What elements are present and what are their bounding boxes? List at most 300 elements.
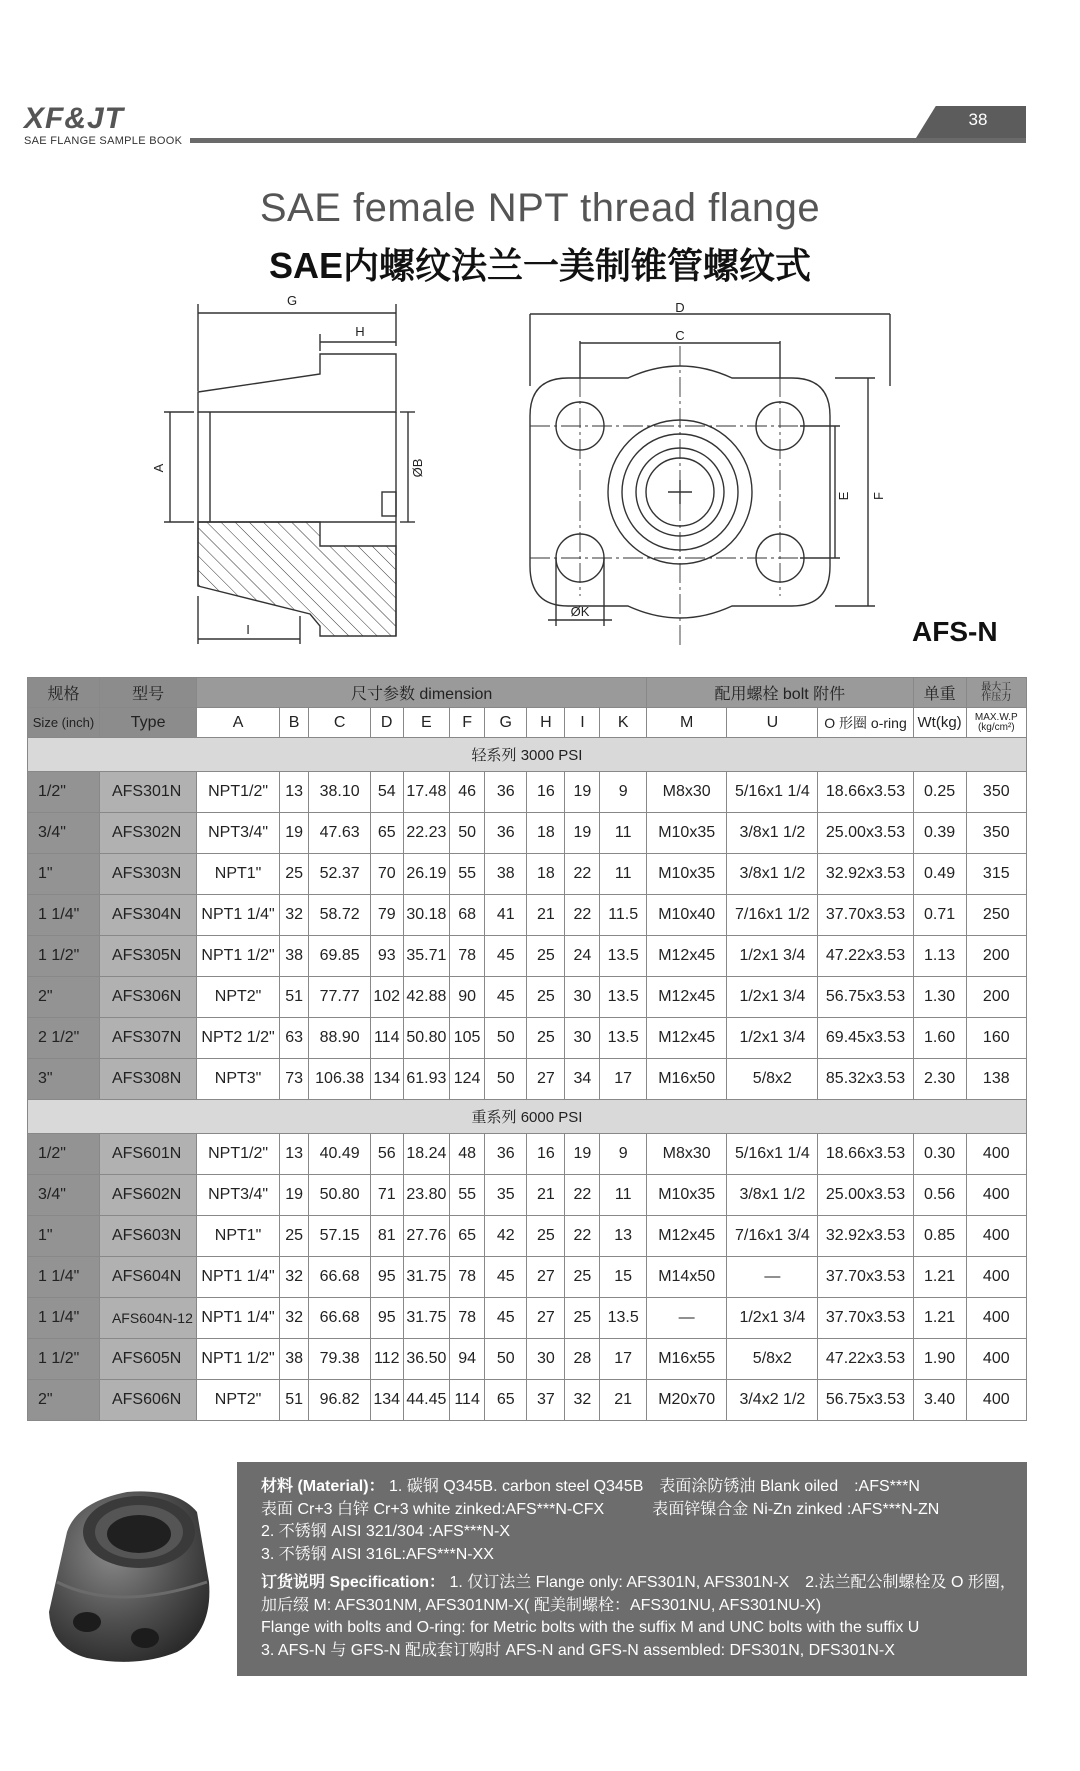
table-cell: 56.75x3.53 bbox=[818, 977, 913, 1018]
table-cell: 79 bbox=[370, 895, 403, 936]
table-cell: 36 bbox=[485, 1134, 527, 1175]
table-cell: 30 bbox=[527, 1339, 565, 1380]
table-cell: 50.80 bbox=[403, 1018, 450, 1059]
table-cell: 0.30 bbox=[913, 1134, 966, 1175]
table-cell: NPT3/4" bbox=[197, 813, 280, 854]
table-cell: 18.66x3.53 bbox=[818, 1134, 913, 1175]
table-cell: 94 bbox=[450, 1339, 485, 1380]
table-cell: 18 bbox=[527, 813, 565, 854]
table-cell: 27 bbox=[527, 1257, 565, 1298]
label-g: G bbox=[286, 296, 298, 308]
th-maxwp-line2: (kg/cm²) bbox=[977, 721, 1015, 733]
table-cell: 1.21 bbox=[913, 1298, 966, 1339]
side-view bbox=[164, 304, 415, 644]
label-d: D bbox=[675, 300, 685, 315]
cell-size: 3/4" bbox=[28, 1175, 100, 1216]
table-cell: M20x70 bbox=[646, 1380, 726, 1421]
cell-type: AFS306N bbox=[99, 977, 196, 1018]
table-cell: 18.66x3.53 bbox=[818, 772, 913, 813]
table-cell: 24 bbox=[565, 936, 600, 977]
order-line-1: 订货说明 Specification： 1. 仅订法兰 Flange only: AFS301N, AFS301N-X 2.法兰配公制螺栓及 O 形圈， bbox=[261, 1574, 1016, 1591]
th-dimension: 尺寸参数 dimension bbox=[197, 678, 647, 708]
table-cell: 1.90 bbox=[913, 1339, 966, 1380]
table-cell: 32.92x3.53 bbox=[818, 854, 913, 895]
table-cell: 22 bbox=[565, 895, 600, 936]
table-cell: 46 bbox=[450, 772, 485, 813]
material-line-3: 2. 不锈钢 AISI 321/304 :AFS***N-X bbox=[261, 1523, 510, 1540]
table-cell: NPT3/4" bbox=[197, 1175, 280, 1216]
table-row bbox=[28, 1134, 1027, 1175]
table-cell: 54 bbox=[370, 772, 403, 813]
table-cell: 124 bbox=[450, 1059, 485, 1100]
cell-type: AFS603N bbox=[99, 1216, 196, 1257]
table-cell: 78 bbox=[450, 1298, 485, 1339]
table-cell: 350 bbox=[966, 772, 1026, 813]
cell-type: AFS307N bbox=[99, 1018, 196, 1059]
table-cell: 315 bbox=[966, 854, 1026, 895]
section-heavy-row bbox=[28, 1100, 1027, 1134]
table-cell: 25.00x3.53 bbox=[818, 813, 913, 854]
th-a: A bbox=[197, 708, 280, 738]
cell-size: 1 1/4" bbox=[28, 1298, 100, 1339]
table-cell: 88.90 bbox=[309, 1018, 370, 1059]
table-cell: NPT1" bbox=[197, 854, 280, 895]
table-cell: 0.85 bbox=[913, 1216, 966, 1257]
table-cell: 47.22x3.53 bbox=[818, 936, 913, 977]
table-row bbox=[28, 1059, 1027, 1100]
th-c: C bbox=[309, 708, 370, 738]
label-b: ØB bbox=[410, 458, 425, 478]
table-cell: 23.80 bbox=[403, 1175, 450, 1216]
table-cell: — bbox=[727, 1257, 818, 1298]
material-label: 材料 (Material)： bbox=[261, 1478, 385, 1495]
table-cell: 41 bbox=[485, 895, 527, 936]
th-maxwp bbox=[966, 708, 1026, 738]
table-cell: 3.40 bbox=[913, 1380, 966, 1421]
table-cell: 79.38 bbox=[309, 1339, 370, 1380]
label-h: H bbox=[355, 324, 365, 339]
table-cell: 52.37 bbox=[309, 854, 370, 895]
table-cell: 32 bbox=[279, 895, 309, 936]
table-cell: 400 bbox=[966, 1216, 1026, 1257]
table-cell: 400 bbox=[966, 1298, 1026, 1339]
table-cell: 112 bbox=[370, 1339, 403, 1380]
table-cell: 69.45x3.53 bbox=[818, 1018, 913, 1059]
table-cell: 400 bbox=[966, 1339, 1026, 1380]
table-row bbox=[28, 772, 1027, 813]
label-a: A bbox=[151, 463, 166, 473]
table-row bbox=[28, 1257, 1027, 1298]
table-cell: M8x30 bbox=[646, 772, 726, 813]
table-cell: 37.70x3.53 bbox=[818, 1298, 913, 1339]
table-cell: 78 bbox=[450, 936, 485, 977]
table-cell: 81 bbox=[370, 1216, 403, 1257]
table-cell: 21 bbox=[527, 1175, 565, 1216]
table-cell: 22 bbox=[565, 1175, 600, 1216]
table-cell: 68 bbox=[450, 895, 485, 936]
table-cell: NPT1/2" bbox=[197, 1134, 280, 1175]
cell-type: AFS304N bbox=[99, 895, 196, 936]
top-view bbox=[530, 314, 890, 646]
title-chinese: SAE内螺纹法兰一美制锥管螺纹式 bbox=[268, 245, 812, 286]
table-cell: 350 bbox=[966, 813, 1026, 854]
table-cell: 71 bbox=[370, 1175, 403, 1216]
table-cell: NPT2" bbox=[197, 1380, 280, 1421]
label-e: E bbox=[836, 491, 851, 501]
table-cell: 17 bbox=[600, 1059, 647, 1100]
table-cell: 17 bbox=[600, 1339, 647, 1380]
table-cell: 21 bbox=[600, 1380, 647, 1421]
material-line-1: 材料 (Material)： 1. 碳钢 Q345B. carbon steel Q345B 表面涂防锈油 Blank oiled :AFS***N bbox=[261, 1478, 920, 1495]
spec-notes bbox=[237, 1462, 1027, 1676]
table-cell: 13 bbox=[279, 772, 309, 813]
table-cell: 96.82 bbox=[309, 1380, 370, 1421]
table-cell: 19 bbox=[279, 813, 309, 854]
th-b: B bbox=[279, 708, 309, 738]
th-type: 型号 bbox=[99, 678, 196, 708]
page-number: 38 bbox=[968, 110, 988, 129]
cell-size: 1 1/4" bbox=[28, 1257, 100, 1298]
table-cell: 25 bbox=[527, 1216, 565, 1257]
th-size: 规格 bbox=[28, 678, 100, 708]
table-cell: 31.75 bbox=[403, 1298, 450, 1339]
table-cell: 1.13 bbox=[913, 936, 966, 977]
table-cell: 114 bbox=[370, 1018, 403, 1059]
table-cell: 3/8x1 1/2 bbox=[727, 1175, 818, 1216]
th-d: D bbox=[370, 708, 403, 738]
table-cell: 31.75 bbox=[403, 1257, 450, 1298]
table-cell: 0.56 bbox=[913, 1175, 966, 1216]
table-cell: 45 bbox=[485, 1298, 527, 1339]
table-cell: 106.38 bbox=[309, 1059, 370, 1100]
spec-table bbox=[27, 677, 1027, 1421]
table-cell: 40.49 bbox=[309, 1134, 370, 1175]
table-cell: 66.68 bbox=[309, 1257, 370, 1298]
cell-size: 1/2" bbox=[28, 772, 100, 813]
table-cell: 16 bbox=[527, 1134, 565, 1175]
table-cell: 5/16x1 1/4 bbox=[727, 772, 818, 813]
table-cell: 37.70x3.53 bbox=[818, 895, 913, 936]
table-cell: 11 bbox=[600, 813, 647, 854]
table-cell: 47.22x3.53 bbox=[818, 1339, 913, 1380]
cell-size: 1 1/4" bbox=[28, 895, 100, 936]
table-cell: 65 bbox=[370, 813, 403, 854]
table-cell: 65 bbox=[485, 1380, 527, 1421]
table-cell: 25.00x3.53 bbox=[818, 1175, 913, 1216]
table-cell: 78 bbox=[450, 1257, 485, 1298]
table-cell: 38 bbox=[279, 936, 309, 977]
table-row bbox=[28, 977, 1027, 1018]
table-cell: M10x35 bbox=[646, 854, 726, 895]
table-cell: M8x30 bbox=[646, 1134, 726, 1175]
th-maxwp-line1: MAX.W.P bbox=[974, 711, 1018, 723]
table-cell: 1.60 bbox=[913, 1018, 966, 1059]
table-cell: 19 bbox=[565, 772, 600, 813]
table-cell: 50 bbox=[485, 1339, 527, 1380]
cell-size: 2" bbox=[28, 1380, 100, 1421]
table-cell: 25 bbox=[527, 977, 565, 1018]
table-cell: 51 bbox=[279, 1380, 309, 1421]
table-cell: 25 bbox=[565, 1257, 600, 1298]
table-cell: 3/4x2 1/2 bbox=[727, 1380, 818, 1421]
th-bolt: 配用螺栓 bolt 附件 bbox=[646, 678, 913, 708]
table-cell: NPT2 1/2" bbox=[197, 1018, 280, 1059]
th-e: E bbox=[403, 708, 450, 738]
table-row bbox=[28, 936, 1027, 977]
table-cell: 30.18 bbox=[403, 895, 450, 936]
table-cell: 134 bbox=[370, 1380, 403, 1421]
table-cell: M16x55 bbox=[646, 1339, 726, 1380]
table-cell: 15 bbox=[600, 1257, 647, 1298]
th-oring: O 形圈 o-ring bbox=[818, 708, 913, 738]
table-cell: 70 bbox=[370, 854, 403, 895]
table-cell: 35 bbox=[485, 1175, 527, 1216]
cell-type: AFS606N bbox=[99, 1380, 196, 1421]
title-english: SAE female NPT thread flange bbox=[259, 186, 821, 230]
table-row bbox=[28, 1175, 1027, 1216]
table-cell: 22.23 bbox=[403, 813, 450, 854]
table-cell: 38 bbox=[485, 854, 527, 895]
table-cell: 85.32x3.53 bbox=[818, 1059, 913, 1100]
table-cell: 57.15 bbox=[309, 1216, 370, 1257]
table-cell: 1.21 bbox=[913, 1257, 966, 1298]
table-cell: 21 bbox=[527, 895, 565, 936]
table-cell: 38 bbox=[279, 1339, 309, 1380]
th-type-en: Type bbox=[99, 708, 196, 738]
table-cell: 1/2x1 3/4 bbox=[727, 1018, 818, 1059]
table-cell: 95 bbox=[370, 1257, 403, 1298]
table-cell: 17.48 bbox=[403, 772, 450, 813]
table-cell: 27.76 bbox=[403, 1216, 450, 1257]
header-rule bbox=[190, 138, 1026, 143]
table-cell: NPT1" bbox=[197, 1216, 280, 1257]
cell-type: AFS602N bbox=[99, 1175, 196, 1216]
table-cell: M12x45 bbox=[646, 936, 726, 977]
table-cell: 11.5 bbox=[600, 895, 647, 936]
table-row bbox=[28, 1298, 1027, 1339]
th-h: H bbox=[527, 708, 565, 738]
table-cell: 50 bbox=[450, 813, 485, 854]
table-cell: 1/2x1 3/4 bbox=[727, 1298, 818, 1339]
cell-type: AFS605N bbox=[99, 1339, 196, 1380]
table-cell: M10x35 bbox=[646, 1175, 726, 1216]
cell-size: 3/4" bbox=[28, 813, 100, 854]
table-cell: 42.88 bbox=[403, 977, 450, 1018]
model-code: AFS-N bbox=[912, 616, 998, 647]
table-cell: 28 bbox=[565, 1339, 600, 1380]
section-light-row bbox=[28, 738, 1027, 772]
material-line-4: 3. 不锈钢 AISI 316L:AFS***N-XX bbox=[261, 1545, 494, 1563]
table-cell: 3/8x1 1/2 bbox=[727, 854, 818, 895]
table-cell: 13 bbox=[279, 1134, 309, 1175]
table-cell: M16x50 bbox=[646, 1059, 726, 1100]
cell-size: 2" bbox=[28, 977, 100, 1018]
cell-size: 1" bbox=[28, 854, 100, 895]
table-cell: 400 bbox=[966, 1380, 1026, 1421]
table-cell: M10x40 bbox=[646, 895, 726, 936]
cell-type: AFS303N bbox=[99, 854, 196, 895]
th-k: K bbox=[600, 708, 647, 738]
table-cell: 13.5 bbox=[600, 936, 647, 977]
cell-size: 2 1/2" bbox=[28, 1018, 100, 1059]
table-cell: 1/2x1 3/4 bbox=[727, 936, 818, 977]
label-k: ØK bbox=[570, 604, 590, 619]
table-cell: 19 bbox=[565, 1134, 600, 1175]
brand-subtitle: SAE FLANGE SAMPLE BOOK bbox=[24, 135, 183, 147]
table-cell: 45 bbox=[485, 977, 527, 1018]
cell-size: 1/2" bbox=[28, 1134, 100, 1175]
table-cell: 3/8x1 1/2 bbox=[727, 813, 818, 854]
table-row bbox=[28, 813, 1027, 854]
table-cell: 105 bbox=[450, 1018, 485, 1059]
table-cell: 1.30 bbox=[913, 977, 966, 1018]
table-cell: 13.5 bbox=[600, 1018, 647, 1059]
brand-logo: XF&JT bbox=[24, 102, 125, 135]
table-cell: 36 bbox=[485, 813, 527, 854]
table-cell: 56 bbox=[370, 1134, 403, 1175]
table-cell: M10x35 bbox=[646, 813, 726, 854]
table-cell: 73 bbox=[279, 1059, 309, 1100]
cell-type: AFS308N bbox=[99, 1059, 196, 1100]
label-i: I bbox=[246, 622, 250, 637]
table-cell: M14x50 bbox=[646, 1257, 726, 1298]
cell-type: AFS301N bbox=[99, 772, 196, 813]
label-f: F bbox=[871, 492, 886, 500]
cell-type: AFS305N bbox=[99, 936, 196, 977]
table-cell: 58.72 bbox=[309, 895, 370, 936]
section-light-label: 轻系列 3000 PSI bbox=[28, 738, 1027, 772]
table-cell: M12x45 bbox=[646, 977, 726, 1018]
table-cell: 34 bbox=[565, 1059, 600, 1100]
table-cell: — bbox=[646, 1298, 726, 1339]
cell-size: 3" bbox=[28, 1059, 100, 1100]
table-cell: 27 bbox=[527, 1298, 565, 1339]
table-cell: 30 bbox=[565, 1018, 600, 1059]
table-cell: 93 bbox=[370, 936, 403, 977]
table-cell: 55 bbox=[450, 1175, 485, 1216]
product-photo bbox=[27, 1462, 235, 1676]
table-cell: 35.71 bbox=[403, 936, 450, 977]
table-cell: 0.49 bbox=[913, 854, 966, 895]
table-cell: 22 bbox=[565, 854, 600, 895]
table-cell: 7/16x1 1/2 bbox=[727, 895, 818, 936]
table-cell: 18.24 bbox=[403, 1134, 450, 1175]
table-cell: NPT3" bbox=[197, 1059, 280, 1100]
cell-type: AFS601N bbox=[99, 1134, 196, 1175]
table-cell: 0.39 bbox=[913, 813, 966, 854]
cell-type: AFS604N bbox=[99, 1257, 196, 1298]
table-cell: 69.85 bbox=[309, 936, 370, 977]
table-row bbox=[28, 1216, 1027, 1257]
table-header-row-2 bbox=[28, 708, 1027, 738]
table-cell: 0.71 bbox=[913, 895, 966, 936]
table-cell: 90 bbox=[450, 977, 485, 1018]
table-cell: 200 bbox=[966, 977, 1026, 1018]
table-cell: 32 bbox=[565, 1380, 600, 1421]
table-cell: 250 bbox=[966, 895, 1026, 936]
table-cell: 13.5 bbox=[600, 977, 647, 1018]
table-cell: 55 bbox=[450, 854, 485, 895]
table-cell: 27 bbox=[527, 1059, 565, 1100]
table-cell: M12x45 bbox=[646, 1018, 726, 1059]
th-f: F bbox=[450, 708, 485, 738]
table-cell: 77.77 bbox=[309, 977, 370, 1018]
table-cell: 25 bbox=[565, 1298, 600, 1339]
table-cell: 61.93 bbox=[403, 1059, 450, 1100]
th-size-inch: Size (inch) bbox=[28, 708, 100, 738]
table-cell: 7/16x1 3/4 bbox=[727, 1216, 818, 1257]
cell-size: 1" bbox=[28, 1216, 100, 1257]
order-line-4: 3. AFS-N 与 GFS-N 配成套订购时 AFS-N and GFS-N assembled: DFS301N, DFS301N-X bbox=[261, 1641, 895, 1659]
table-cell: 32.92x3.53 bbox=[818, 1216, 913, 1257]
table-cell: 50.80 bbox=[309, 1175, 370, 1216]
table-cell: NPT2" bbox=[197, 977, 280, 1018]
cell-size: 1 1/2" bbox=[28, 1339, 100, 1380]
table-cell: 400 bbox=[966, 1175, 1026, 1216]
table-cell: NPT1 1/4" bbox=[197, 1257, 280, 1298]
table-cell: 26.19 bbox=[403, 854, 450, 895]
table-cell: 63 bbox=[279, 1018, 309, 1059]
table-cell: 114 bbox=[450, 1380, 485, 1421]
table-cell: 45 bbox=[485, 1257, 527, 1298]
th-pressure-line1: 最大工 bbox=[981, 681, 1012, 693]
table-row bbox=[28, 1018, 1027, 1059]
table-cell: 18 bbox=[527, 854, 565, 895]
table-cell: 19 bbox=[279, 1175, 309, 1216]
table-cell: 56.75x3.53 bbox=[818, 1380, 913, 1421]
table-cell: 50 bbox=[485, 1059, 527, 1100]
table-cell: 25 bbox=[527, 1018, 565, 1059]
table-cell: NPT1 1/2" bbox=[197, 1339, 280, 1380]
table-cell: 16 bbox=[527, 772, 565, 813]
table-cell: 11 bbox=[600, 854, 647, 895]
table-cell: 42 bbox=[485, 1216, 527, 1257]
brand bbox=[24, 104, 182, 147]
table-cell: 32 bbox=[279, 1298, 309, 1339]
material-line-2: 表面 Cr+3 白锌 Cr+3 white zinked:AFS***N-CFX 表面锌镍合金 Ni-Zn zinked :AFS***N-ZN bbox=[261, 1500, 940, 1518]
table-cell: 160 bbox=[966, 1018, 1026, 1059]
table-cell: 9 bbox=[600, 1134, 647, 1175]
table-cell: 400 bbox=[966, 1134, 1026, 1175]
table-cell: 1/2x1 3/4 bbox=[727, 977, 818, 1018]
technical-drawing bbox=[150, 296, 910, 656]
table-cell: 134 bbox=[370, 1059, 403, 1100]
th-pressure bbox=[966, 678, 1026, 708]
cell-type: AFS302N bbox=[99, 813, 196, 854]
th-weight: 单重 bbox=[913, 678, 966, 708]
table-cell: 66.68 bbox=[309, 1298, 370, 1339]
table-cell: 138 bbox=[966, 1059, 1026, 1100]
th-g: G bbox=[485, 708, 527, 738]
table-cell: 22 bbox=[565, 1216, 600, 1257]
table-row bbox=[28, 1339, 1027, 1380]
table-cell: 48 bbox=[450, 1134, 485, 1175]
table-row bbox=[28, 1380, 1027, 1421]
table-header-row-1 bbox=[28, 678, 1027, 708]
table-cell: NPT1 1/4" bbox=[197, 1298, 280, 1339]
th-pressure-line2: 作压力 bbox=[981, 691, 1012, 703]
table-cell: 11 bbox=[600, 1175, 647, 1216]
table-cell: 38.10 bbox=[309, 772, 370, 813]
table-cell: 36 bbox=[485, 772, 527, 813]
order-label: 订货说明 Specification： bbox=[261, 1574, 446, 1591]
table-cell: 95 bbox=[370, 1298, 403, 1339]
cell-size: 1 1/2" bbox=[28, 936, 100, 977]
table-cell: 44.45 bbox=[403, 1380, 450, 1421]
table-cell: 37.70x3.53 bbox=[818, 1257, 913, 1298]
order-line-2: 加后缀 M: AFS301NM, AFS301NM-X( 配美制螺栓：AFS301NU, AFS301NU-X) bbox=[261, 1596, 822, 1614]
table-cell: M12x45 bbox=[646, 1216, 726, 1257]
